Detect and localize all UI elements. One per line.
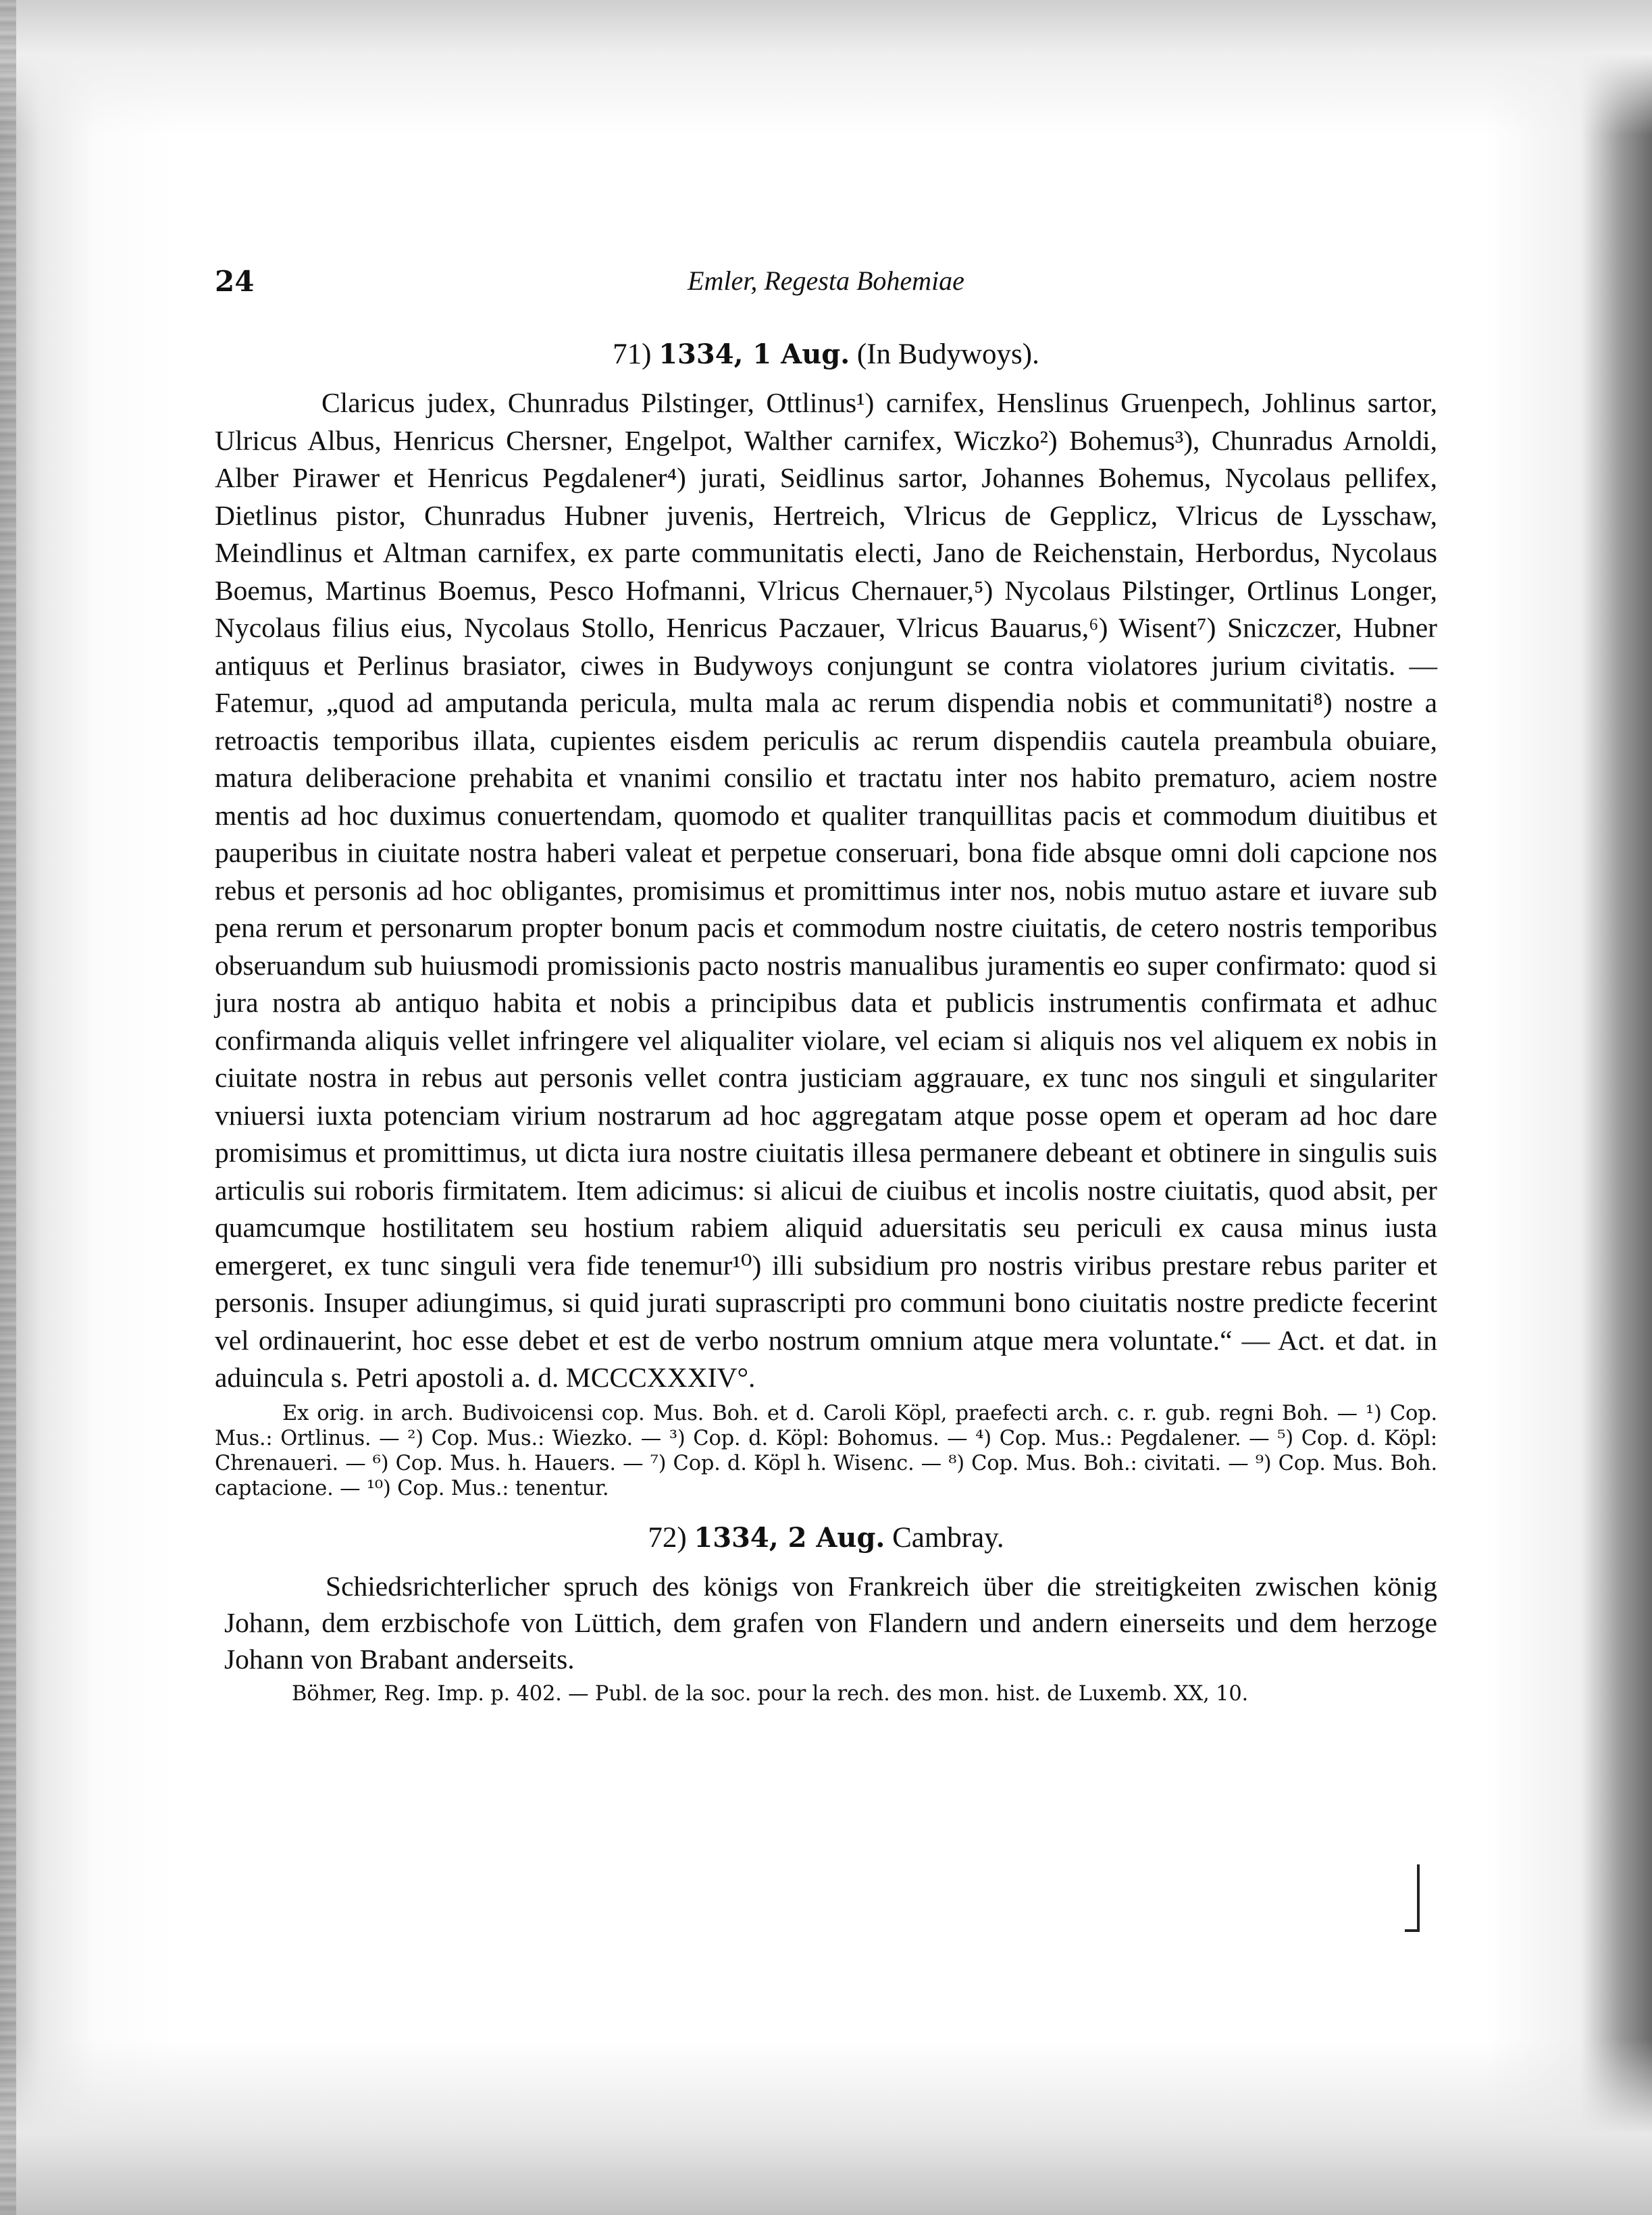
entry-heading (215, 338, 1437, 371)
running-title: Emler, Regesta Bohemiae (688, 265, 964, 296)
entry-source: Böhmer, Reg. Imp. p. 402. — Publ. de la soc. pour la rech. des mon. hist. de Luxemb. XX, 10. (292, 1681, 1249, 1706)
entry-place: (In Budywoys). (856, 338, 1039, 370)
entry-heading (215, 1521, 1437, 1554)
running-head (215, 265, 1437, 312)
entry-number: 72) (648, 1521, 687, 1554)
entry-place: Cambray. (892, 1521, 1004, 1554)
regest-entry-72 (215, 1521, 1437, 1706)
entry-date: 1334, 1 Aug. (659, 338, 850, 370)
entry-notes: Ex orig. in arch. Budivoicensi cop. Mus. Boh. et d. Caroli Köpl, praefecti arch. c. r. gub. regni Boh. — ¹) Cop. Mus.: Ortlinus. — ²) Cop. Mus.: Wiezko. — ³) Cop. d. Köpl: Bohomus. — ⁴) Cop. Mus.: Pegdalener. — ⁵) Cop. d. Köpl: Chrenaueri. — ⁶) Cop. Mus. h. Hauers. — ⁷) Cop. d. Köpl h. Wisenc. — ⁸) Cop. Mus. Boh.: civitati. — ⁹) Cop. Mus. Boh. captacione. — ¹⁰) Cop. Mus.: tenentur. (215, 1401, 1437, 1500)
bracket-mark (1405, 1864, 1420, 1932)
entry-body-text: Schiedsrichterlicher spruch des königs von Frankreich über die streitigkeiten zwischen könig Johann, dem erzbischofe von Lüttich, dem grafen von Flandern und andern einerseits und dem herzoge Johann von Brabant anderseits. (224, 1570, 1437, 1675)
regest-entry-71 (215, 338, 1437, 1501)
entry-body-text: Claricus judex, Chunradus Pilstinger, Ottlinus¹) carnifex, Henslinus Gruenpech, Johlinus sartor, Ulricus Albus, Henricus Chersner, Engelpot, Walther carnifex, Wiczko²) Bohemus³), Chunradus Arnoldi, Alber Pirawer et Henricus Pegdalener⁴) jurati, Seidlinus sartor, Johannes Bohemus, Nycolaus pellifex, Dietlinus pistor, Chunradus Hubner juvenis, Hertreich, Vlricus de Gepplicz, Vlricus de Lysschaw, Meindlinus et Altman carnifex, ex parte communitatis electi, Jano de Reichenstain, Herbordus, Nycolaus Boemus, Martinus Boemus, Pesco Hofmanni, Vlricus Chernauer,⁵) Nycolaus Pilstinger, Ortlinus Longer, Nycolaus filius eius, Nycolaus Stollo, Henricus Paczauer, Vlricus Bauarus,⁶) Wisent⁷) Sniczczer, Hubner antiquus et Perlinus brasiator, ciwes in Budywoys conjungunt se contra violatores jurium civitatis. — Fatemur, „quod ad amputanda pericula, multa mala ac rerum dispendia nobis et communitati⁸) nostre a retroactis temporibus illata, cupientes eisdem periculis ac rerum dispendiis cautela preambula obuiare, matura deliberacione prehabita et vnanimi consilio et tractatu inter nos habito prematuro, aciem nostre mentis ad hoc duximus conuertendam, quomodo et qualiter tranquillitas pacis et commodum diuitibus et pauperibus in ciuitate nostra haberi valeat et perpetue conseruari, bona fide absque omni doli capcione nos rebus et personis ad hoc obligantes, promisimus et promittimus inter nos, nobis mutuo astare et iuvare sub pena rerum et personarum propter bonum pacis et commodum nostre ciuitatis, de cetero nostris temporibus obseruandum sub huiusmodi promissionis pacto nostris manualibus juramentis eo super confirmato: quod si jura nostra ab antiquo habita et nobis a principibus data et publicis instrumentis confirmata et adhuc confirmanda aliquis vellet infringere vel aliqualiter violare, vel eciam si aliquis nos vel aliquem ex nobis in ciuitate nostra in rebus aut personis vellet contra justiciam aggrauare, ex tunc nos singuli et singulariter vniuersi iuxta potenciam virium nostrarum ad hoc aggregatam atque posse opem et operam ad hoc dare promisimus et promittimus, ut dicta iura nostre ciuitatis illesa permanere debeant et obtinere in singulis suis articulis sui roboris firmitatem. Item adicimus: si alicui de ciuibus et incolis nostre ciuitatis, quod absit, per quamcumque hostilitatem seu hostium rabiem aliquid aduersitatis seu periculi ex causa minus iusta emergeret, ex tunc singuli vera fide tenemur¹⁰) illi subsidium pro nostris viribus prestare rebus pariter et personis. Insuper adiungimus, si quid jurati suprascripti pro communi bono ciuitatis nostre predicte fecerint vel ordinauerint, hoc esse debet et est de verbo nostrum omnium atque mera voluntate.“ — Act. et dat. in aduincula s. Petri apostoli a. d. MCCCXXXIV°. (215, 387, 1437, 1393)
page-content (215, 265, 1437, 1706)
page-edge-shadow (0, 0, 16, 2215)
entry-number: 71) (613, 338, 652, 370)
entry-date: 1334, 2 Aug. (694, 1521, 885, 1554)
page-number: 24 (215, 265, 255, 298)
